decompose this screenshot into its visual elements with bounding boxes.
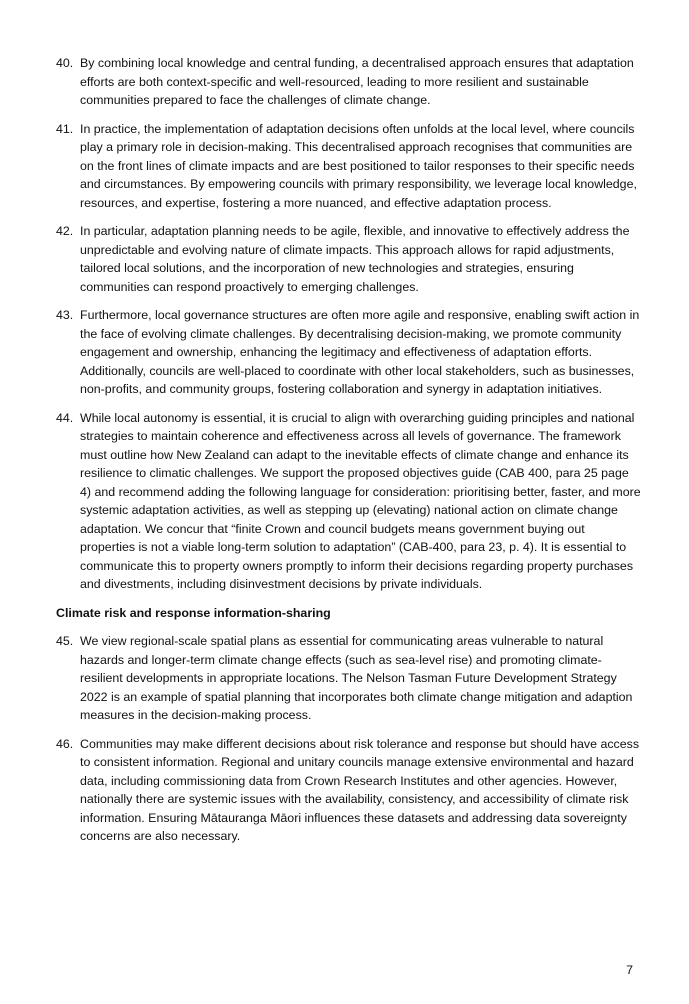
paragraph-number: 43. [56,308,74,322]
paragraph-number: 44. [56,410,74,425]
numbered-paragraph [56,735,642,846]
section-heading: Climate risk and response information-sharing [56,605,331,620]
paragraph-text: In particular, adaptation planning needs to be agile, flexible, and innovative to effectively address the unpredictable and evolving nature of climate impacts. This approach allows for rapid adjustments, tailored local solutions, and the incorporation of new technologies and strategies, ensuring communities can respond proactively to emerging challenges. [80,224,630,294]
numbered-paragraph [56,222,642,296]
paragraph-text: Furthermore, local governance structures are often more agile and responsive, enabling swift action in the face of evolving climate challenges. By decentralising decision-making, we promote community engagement and ownership, enhancing the legitimacy and effectiveness of adaptation efforts. Additionally, councils are well-placed to coordinate with other local stakeholders, such as businesses, non-profits, and community groups, fostering collaboration and synergy in adaptation initiatives. [80,308,640,396]
paragraph-text: While local autonomy is essential, it is crucial to align with overarching guiding principles and national strategies to maintain coherence and effectiveness across all levels of governance. The framework must outline how New Zealand can adapt to the inevitable effects of climate change and enhance its resilience to climatic challenges. We support the proposed objectives guide (CAB 400, para 25 page 4) and recommend adding the following language for consideration: prioritising better, faster, and more systemic adaptation activities, as well as stepping up (elevating) national action on climate change adaptation. We concur that “finite Crown and council budgets means government buying out properties is not a viable long-term solution to adaptation” (CAB-400, para 23, p. 4). It is essential to communicate this to property owners promptly to inform their decisions regarding property purchases and divestments, including disinvestment decisions by private individuals. [80,410,641,591]
paragraph-number: 42. [56,224,74,238]
paragraph-number: 45. [56,634,74,648]
numbered-paragraph [56,632,642,725]
paragraph-number: 41. [56,121,74,136]
document-body [56,54,642,856]
paragraph-number: 46. [56,736,74,751]
paragraph-text: We view regional-scale spatial plans as essential for communicating areas vulnerable to natural hazards and longer-term climate change effects (such as sea-level rise) and promoting climate-resilient developments in appropriate locations. The Nelson Tasman Future Development Strategy 2022 is an example of spatial planning that incorporates both climate change mitigation and adaption measures in the decision-making process. [80,634,633,722]
numbered-paragraph [56,306,642,399]
paragraph-text: Communities may make different decisions about risk tolerance and response but should have access to consistent information. Regional and unitary councils manage extensive environmental and hazard data, including commissioning data from Crown Research Institutes and other agencies. However, nationally there are systemic issues with the availability, consistency, and accessibility of climate risk information. Ensuring Mātauranga Māori influences these datasets and addressing data sovereignty concerns are also necessary. [80,736,640,843]
page-number: 7 [626,963,633,977]
paragraph-number: 40. [56,56,74,70]
paragraph-text: In practice, the implementation of adaptation decisions often unfolds at the local level, where councils play a primary role in decision-making. This decentralised approach recognises that communities are on the front lines of climate impacts and are best positioned to tailor responses to their specific needs and circumstances. By empowering councils with primary responsibility, we leverage local knowledge, resources, and expertise, fostering a more nuanced, and effective adaptation process. [80,121,637,210]
numbered-paragraph [56,54,642,110]
numbered-paragraph [56,409,642,594]
paragraph-text: By combining local knowledge and central funding, a decentralised approach ensures that adaptation efforts are both context-specific and well-resourced, leading to more resilient and sustainable communities prepared to face the challenges of climate change. [80,56,634,107]
numbered-paragraph [56,120,642,213]
